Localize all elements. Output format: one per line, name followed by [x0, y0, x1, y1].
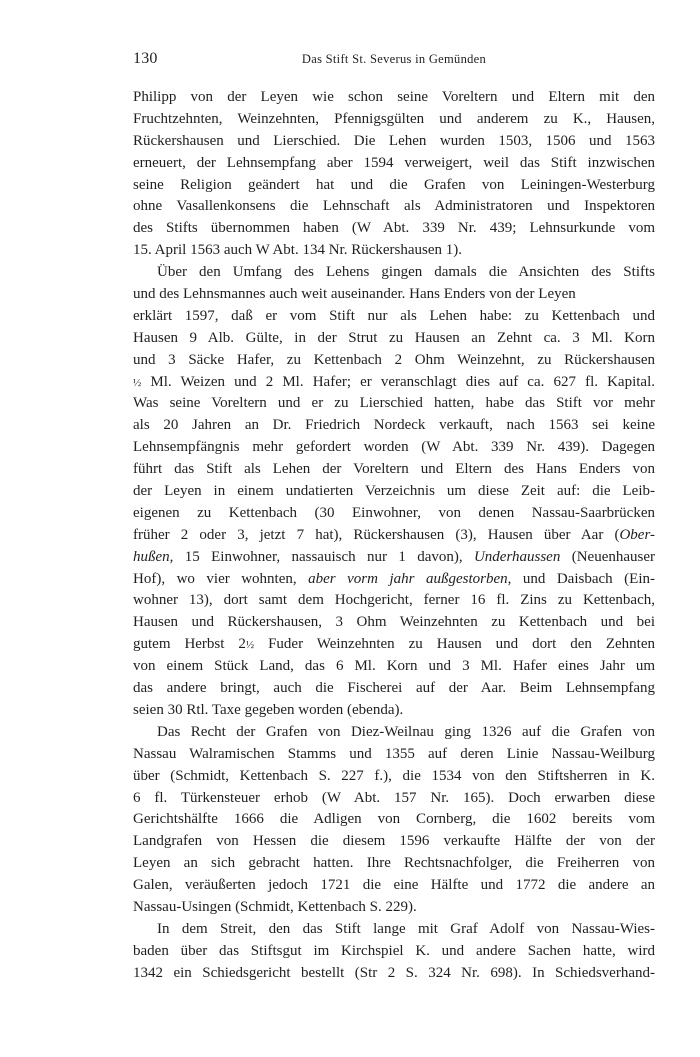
- text-segment: Lehnsempfängnis mehr gefordert worden (W Abt. 339 Nr. 439). Dagegen: [133, 439, 655, 456]
- text-line: [133, 788, 655, 810]
- text-segment: wohner 13), dort samt dem Hochgericht, ferner 16 fl. Zins zu Kettenbach,: [133, 592, 655, 609]
- text-segment: Hof), wo vier wohnten,: [133, 570, 309, 587]
- text-segment: seien 30 Rtl. Taxe gegeben worden (ebenda).: [133, 701, 404, 718]
- text-line: [133, 328, 655, 350]
- fraction-text: ½: [133, 376, 142, 389]
- text-line: [133, 459, 655, 481]
- italic-text: Ober-: [619, 526, 655, 543]
- text-segment: 6 fl. Türkensteuer erhob (W Abt. 157 Nr. 165). Doch erwarben diese: [133, 789, 655, 806]
- text-segment: und des Lehnsmannes auch weit auseinander. Hans Enders von der Leyen: [133, 286, 576, 303]
- text-line: [133, 547, 655, 569]
- page-header: [133, 50, 655, 70]
- text-line: [133, 875, 655, 897]
- text-segment: früher 2 oder 3, jetzt 7 hat), Rückershausen (3), Hausen über Aar (: [133, 526, 620, 543]
- text-line: [133, 437, 655, 459]
- text-line: [133, 525, 655, 547]
- text-line: [133, 831, 655, 853]
- text-segment: (Neuenhauser: [560, 548, 655, 565]
- italic-text: hußen: [133, 548, 170, 565]
- text-segment: , 15 Einwohner, nassauisch nur 1 davon),: [169, 548, 474, 565]
- text-segment: 15. April 1563 auch W Abt. 134 Nr. Rückershausen 1).: [133, 242, 462, 259]
- text-line: [133, 196, 655, 218]
- text-line: [133, 919, 655, 941]
- text-segment: erneuert, der Lehnsempfang aber 1594 verweigert, weil das Stift inzwischen: [133, 154, 655, 171]
- text-segment: Fuder Weinzehnten zu Hausen und dort den Zehnten: [254, 636, 655, 653]
- text-segment: Hausen 9 Alb. Gülte, in der Strut zu Hausen an Zehnt ca. 3 Ml. Korn: [133, 329, 655, 346]
- text-line: [133, 415, 655, 437]
- text-segment: über (Schmidt, Kettenbach S. 227 f.), die 1534 von den Stiftsherren in K.: [133, 767, 655, 784]
- text-segment: der Leyen in einem undatierten Verzeichnis um diese Zeit auf: die Leib-: [133, 483, 655, 500]
- text-line: [133, 744, 655, 766]
- text-line: [133, 393, 655, 415]
- text-segment: Nassau-Usingen (Schmidt, Kettenbach S. 229).: [133, 898, 417, 915]
- text-segment: In dem Streit, den das Stift lange mit Graf Adolf von Nassau-Wies-: [157, 920, 655, 937]
- text-line: [133, 109, 655, 131]
- text-segment: des Stifts übernommen haben (W Abt. 339 Nr. 439; Lehnsurkunde vom: [133, 220, 655, 237]
- text-segment: 1342 ein Schiedsgericht bestellt (Str 2 S. 324 Nr. 698). In Schiedsverhand-: [133, 964, 655, 981]
- text-segment: als 20 Jahren an Dr. Friedrich Nordeck verkauft, nach 1563 sei keine: [133, 417, 655, 434]
- text-line: [133, 350, 655, 372]
- text-segment: und 3 Säcke Hafer, zu Kettenbach 2 Ohm Weinzehnt, zu Rückershausen: [133, 351, 655, 368]
- text-segment: Das Recht der Grafen von Diez-Weilnau ging 1326 auf die Grafen von: [157, 723, 655, 740]
- text-segment: das andere bringt, auch die Fischerei auf der Aar. Beim Lehnsempfang: [133, 680, 655, 697]
- text-segment: Leyen an sich gebracht hatten. Ihre Rechtsnachfolger, die Freiherren von: [133, 855, 655, 872]
- text-line: [133, 284, 655, 306]
- text-line: [133, 218, 655, 240]
- text-line: [133, 372, 655, 394]
- text-segment: Über den Umfang des Lehens gingen damals die Ansichten des Stifts: [157, 264, 655, 281]
- text-segment: ohne Vasallenkonsens die Lehnschaft als Administratoren und Inspektoren: [133, 198, 655, 215]
- running-title: Das Stift St. Severus in Gemünden: [301, 52, 487, 66]
- text-line: [133, 897, 655, 919]
- text-line: [133, 634, 655, 656]
- text-segment: Philipp von der Leyen wie schon seine Voreltern und Eltern mit den: [133, 89, 655, 105]
- fraction-text: ½: [245, 639, 255, 652]
- text-segment: baden über das Stiftsgut im Kirchspiel K. und andere Sachen hatte, wird: [133, 942, 655, 959]
- text-line: [133, 262, 655, 284]
- text-segment: Ml. Weizen und 2 Ml. Hafer; er veranschlagt dies auf ca. 627 fl. Kapital.: [141, 373, 655, 390]
- text-segment: gutem Herbst 2: [133, 636, 246, 653]
- text-line: [133, 678, 655, 700]
- text-line: [133, 503, 655, 525]
- text-segment: Rückershausen und Lierschied. Die Lehen wurden 1503, 1506 und 1563: [133, 132, 655, 149]
- text-line: [133, 941, 655, 963]
- italic-text: aber vorm jahr außgestorben: [308, 570, 508, 587]
- page-number: 130: [133, 50, 158, 67]
- text-segment: Nassau Walramischen Stamms und 1355 auf deren Linie Nassau-Weilburg: [133, 745, 655, 762]
- text-line: [133, 481, 655, 503]
- text-segment: Gerichtshälfte 1666 die Adligen von Cornberg, die 1602 bereits vom: [133, 811, 655, 828]
- text-line: [133, 612, 655, 634]
- text-line: [133, 240, 655, 262]
- text-segment: Fruchtzehnten, Weinzehnten, Pfennigsgülten und anderem zu K., Hausen,: [133, 110, 655, 127]
- text-segment: eigenen zu Kettenbach (30 Einwohner, von denen Nassau-Saarbrücken: [133, 504, 655, 521]
- text-segment: Landgrafen von Hessen die diesem 1596 verkaufte Hälfte der von der: [133, 833, 655, 850]
- text-segment: , und Daisbach (Ein-: [507, 570, 655, 587]
- text-line: [133, 87, 655, 109]
- text-line: [133, 963, 655, 985]
- text-line: [133, 569, 655, 591]
- text-line: [133, 700, 655, 722]
- text-segment: erklärt 1597, daß er vom Stift nur als Lehen habe: zu Kettenbach und: [133, 307, 655, 324]
- text-segment: von einem Stück Land, das 6 Ml. Korn und 3 Ml. Hafer eines Jahr um: [133, 658, 655, 675]
- text-segment: seine Religion geändert hat und die Grafen von Leiningen-Westerburg: [133, 176, 655, 193]
- text-line: [133, 656, 655, 678]
- text-line: [133, 153, 655, 175]
- body-text: [133, 87, 655, 985]
- text-line: [133, 131, 655, 153]
- text-segment: Hausen und Rückershausen, 3 Ohm Weinzehnten zu Kettenbach und bei: [133, 614, 655, 631]
- text-segment: Was seine Voreltern und er zu Lierschied hatten, habe das Stift vor mehr: [133, 395, 655, 412]
- text-line: [133, 175, 655, 197]
- italic-text: Underhaussen: [473, 548, 561, 565]
- text-line: [133, 809, 655, 831]
- text-segment: Galen, veräußerten jedoch 1721 die eine Hälfte und 1772 die andere an: [133, 877, 655, 894]
- text-line: [133, 590, 655, 612]
- text-line: [133, 853, 655, 875]
- text-segment: führt das Stift als Lehen der Voreltern und Eltern des Hans Enders von: [133, 461, 655, 478]
- text-line: [133, 306, 655, 328]
- text-line: [133, 722, 655, 744]
- text-line: [133, 766, 655, 788]
